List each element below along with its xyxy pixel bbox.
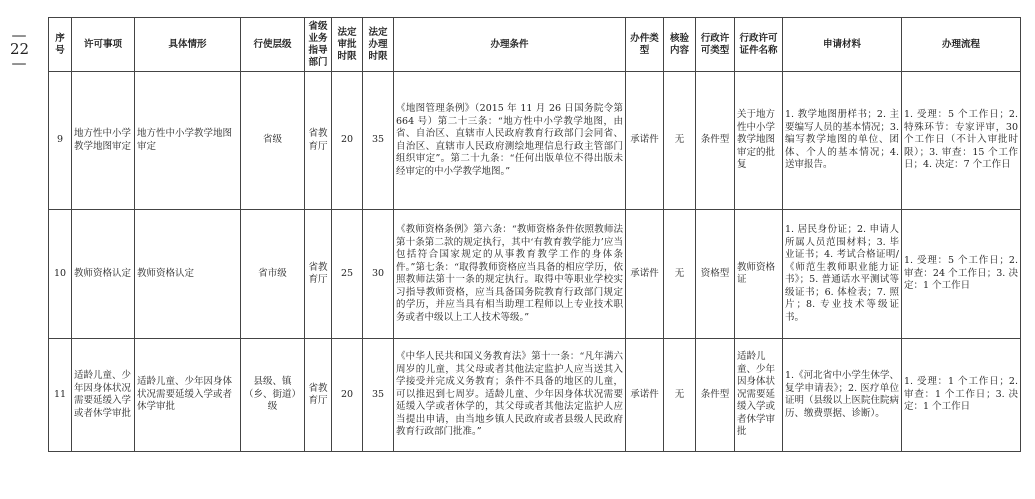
row-item: 适龄儿童、少年因身体状况需要延缓入学或者休学审批 <box>72 339 135 452</box>
row-verify: 无 <box>664 210 696 339</box>
row-dept: 省教育厅 <box>305 72 332 210</box>
permit-table <box>48 17 1021 452</box>
row-no: 9 <box>49 72 72 210</box>
row-situation: 适龄儿童、少年因身体状况需要延缓入学或者休学审批 <box>135 339 241 452</box>
row-verify: 无 <box>664 339 696 452</box>
row-materials: 1.《河北省中小学生休学、复学申请表》；2. 医疗单位证明（县级以上医院住院病历、缴费票据、诊断）。 <box>783 339 902 452</box>
header-materials: 申请材料 <box>783 18 902 72</box>
row-process: 1. 受理：5 个工作日；2. 审查：24 个工作日；3. 决定：1 个工作日 <box>902 210 1021 339</box>
row-situation: 教师资格认定 <box>135 210 241 339</box>
row-dept: 省教育厅 <box>305 210 332 339</box>
header-type: 办件类型 <box>626 18 664 72</box>
row-cert: 教师资格证 <box>735 210 783 339</box>
row-verify: 无 <box>664 72 696 210</box>
row-permit-type: 条件型 <box>696 72 735 210</box>
table-row <box>49 72 1021 210</box>
row-approve-days: 25 <box>332 210 363 339</box>
row-situation: 地方性中小学教学地图审定 <box>135 72 241 210</box>
header-no: 序号 <box>49 18 72 72</box>
row-materials: 1. 教学地图册样书；2. 主要编写人员的基本情况；3. 编写教学地图的单位、团体、个人的基本情况；4. 送审报告。 <box>783 72 902 210</box>
header-situation: 具体情形 <box>135 18 241 72</box>
header-cert: 行政许可证件名称 <box>735 18 783 72</box>
table-row <box>49 339 1021 452</box>
row-item: 教师资格认定 <box>72 210 135 339</box>
row-permit-type: 条件型 <box>696 339 735 452</box>
row-process: 1. 受理：5 个工作日；2. 特殊环节：专家评审，30 个工作日（不计入审批时限）；3. 审查：15 个工作日；4. 决定：7 个工作日 <box>902 72 1021 210</box>
row-level: 县级、镇（乡、街道）级 <box>241 339 305 452</box>
row-type: 承诺件 <box>626 210 664 339</box>
header-handle-days: 法定办理时限 <box>363 18 394 72</box>
header-level: 行使层级 <box>241 18 305 72</box>
header-dept: 省级业务指导部门 <box>305 18 332 72</box>
row-conditions: 《中华人民共和国义务教育法》第十一条：“凡年满六周岁的儿童，其父母或者其他法定监护人应当送其入学接受并完成义务教育；条件不具备的地区的儿童，可以推迟到七周岁。适龄儿童、少年因身体状况需要延缓入学或者休学的，其父母或者其他法定监护人应当提出申请，由当地乡镇人民政府或者县级人民政府教育行政部门批准。” <box>394 339 626 452</box>
table-row <box>49 210 1021 339</box>
header-conditions: 办理条件 <box>394 18 626 72</box>
row-type: 承诺件 <box>626 339 664 452</box>
header-row <box>49 18 1021 72</box>
row-item: 地方性中小学教学地图审定 <box>72 72 135 210</box>
row-handle-days: 30 <box>363 210 394 339</box>
row-materials: 1. 居民身份证；2. 申请人所属人员范围材料；3. 毕业证书；4. 考试合格证明/《师范生教师职业能力证书》；5. 普通话水平测试等级证书；6. 体检表；7. 照片；8. 专业技术等级证书。 <box>783 210 902 339</box>
row-conditions: 《地图管理条例》（2015 年 11 月 26 日国务院令第 664 号）第二十三条：“地方性中小学教学地图，由省、自治区、直辖市人民政府教育行政部门会同省、自治区、直辖市人民政府测绘地理信息行政主管部门组织审定”。第二十九条：“任何出版单位不得出版未经审定的中小学教学地图。” <box>394 72 626 210</box>
header-permit-type: 行政许可类型 <box>696 18 735 72</box>
row-no: 11 <box>49 339 72 452</box>
row-handle-days: 35 <box>363 72 394 210</box>
row-dept: 省教育厅 <box>305 339 332 452</box>
row-cert: 关于地方性中小学教学地图审定的批复 <box>735 72 783 210</box>
row-level: 省级 <box>241 72 305 210</box>
row-no: 10 <box>49 210 72 339</box>
header-item: 许可事项 <box>72 18 135 72</box>
row-cert: 适龄儿童、少年因身体状况需要延缓入学或者休学审批 <box>735 339 783 452</box>
row-handle-days: 35 <box>363 339 394 452</box>
row-approve-days: 20 <box>332 72 363 210</box>
row-conditions: 《教师资格条例》第六条：“教师资格条件依照教师法第十条第二款的规定执行，其中‘有教育教学能力’应当包括符合国家规定的从事教育教学工作的身体条件。”第七条：“取得教师资格应当具备的相应学历，依照教师法第十一条的规定执行。取得中等职业学校实习指导教师资格，应当具备国务院教育行政部门规定的学历，并应当具有相当助理工程师以上专业技术职务或者中级以上工人技术等级。” <box>394 210 626 339</box>
row-level: 省市级 <box>241 210 305 339</box>
header-verify: 核验内容 <box>664 18 696 72</box>
row-process: 1. 受理：1 个工作日；2. 审查：1 个工作日；3. 决定：1 个工作日 <box>902 339 1021 452</box>
header-approve-days: 法定审批时限 <box>332 18 363 72</box>
header-process: 办理流程 <box>902 18 1021 72</box>
row-permit-type: 资格型 <box>696 210 735 339</box>
row-type: 承诺件 <box>626 72 664 210</box>
row-approve-days: 20 <box>332 339 363 452</box>
page-number: — 22 — <box>10 26 30 72</box>
